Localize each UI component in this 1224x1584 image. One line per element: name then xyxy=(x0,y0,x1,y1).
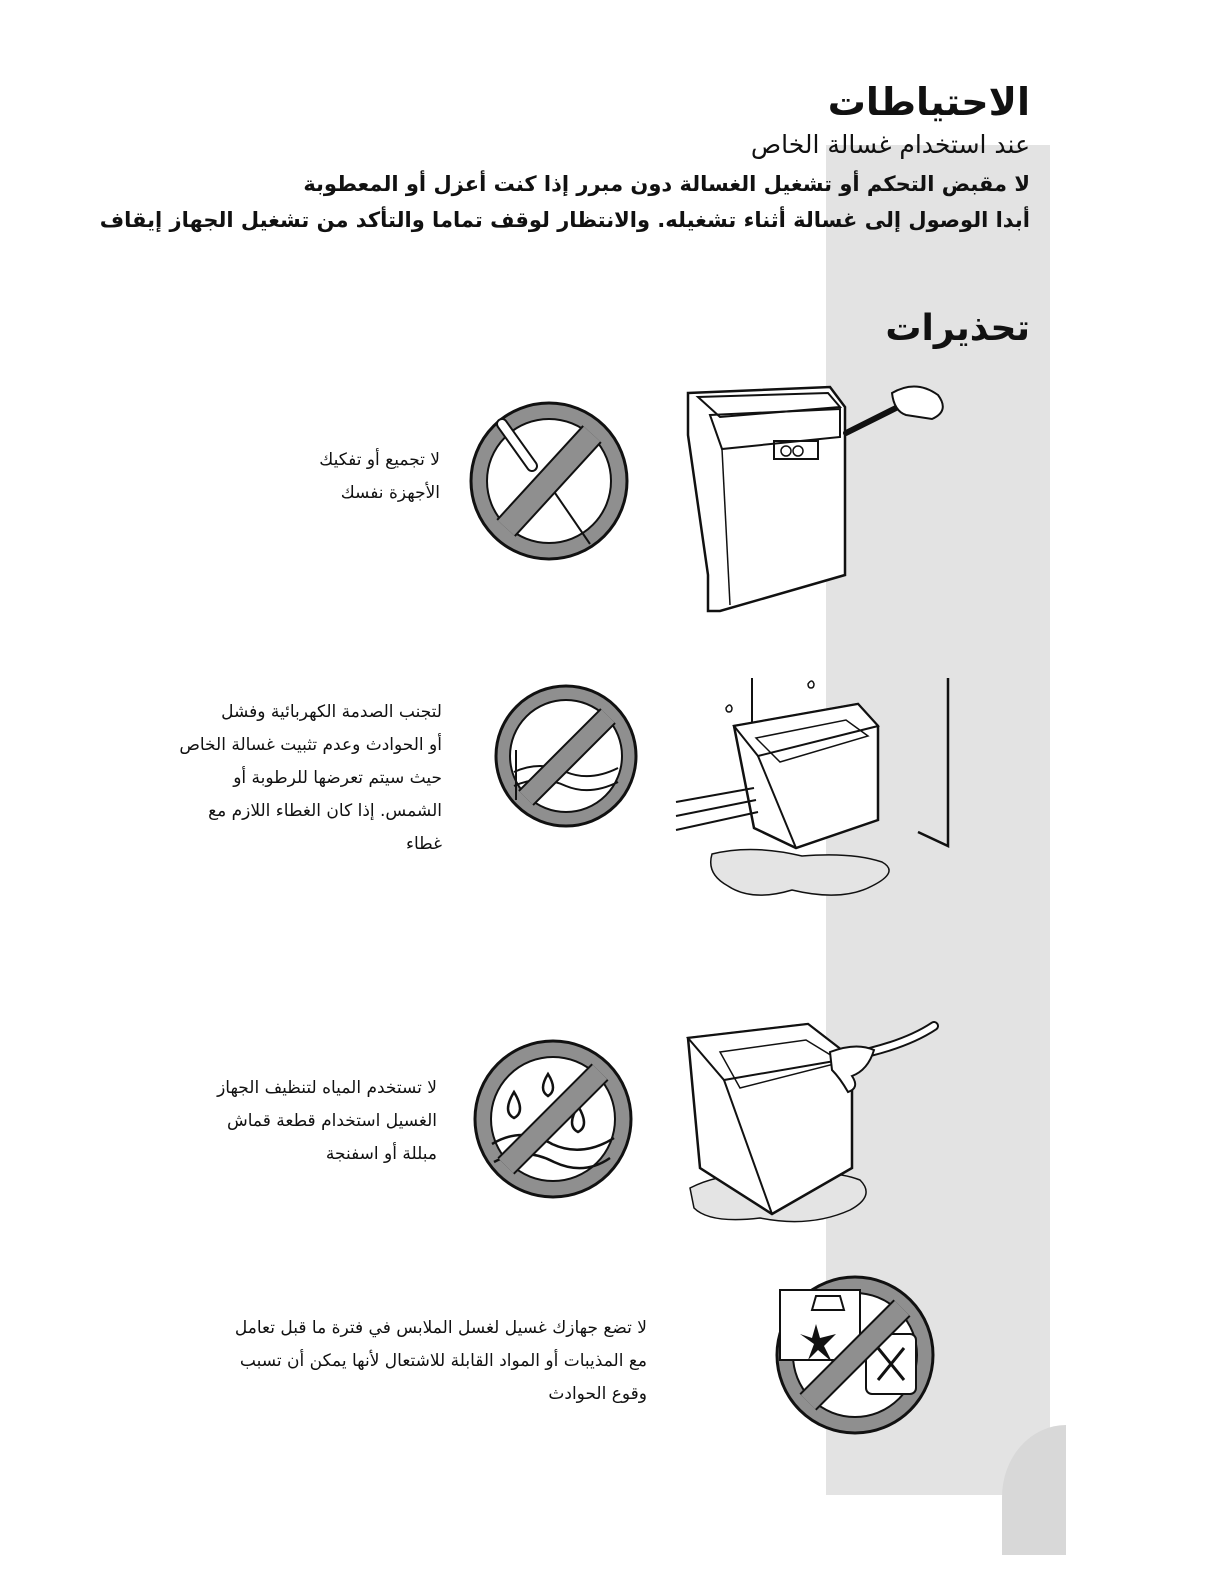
washer-hose-illustration xyxy=(680,1018,950,1238)
warning-line: لا تضع جهازك غسيل لغسل الملابس في فترة ما قبل تعامل xyxy=(234,1318,647,1338)
no-disassembly-icon xyxy=(462,394,636,568)
warning-line: حيث سيتم تعرضها للرطوبة أو xyxy=(233,768,442,788)
precaution-line: لا مقبض التحكم أو تشغيل الغسالة دون مبرر إذا كنت أعزل أو المعطوبة xyxy=(303,172,1030,196)
warning-text-flammable xyxy=(235,1312,647,1411)
precaution-line: أبدا الوصول إلى غسالة أثناء تشغيله. والانتظار لوقف تماما والتأكد من تشغيل الجهاز إيقاف xyxy=(99,208,1030,232)
warning-text-water xyxy=(217,1072,437,1171)
warning-line: لا تجميع أو تفكيك xyxy=(319,450,440,470)
warning-line: لتجنب الصدمة الكهربائية وفشل xyxy=(221,702,442,722)
no-moisture-icon xyxy=(490,680,642,832)
washer-moisture-illustration xyxy=(672,676,952,906)
precautions-paragraph xyxy=(99,166,1030,238)
warning-line: الشمس. إذا كان الغطاء اللازم مع xyxy=(208,801,442,821)
no-water-icon xyxy=(468,1034,638,1204)
warning-line: أو الحوادث وعدم تثبيت غسالة الخاص xyxy=(179,735,442,755)
washer-screwdriver-illustration xyxy=(680,375,970,615)
warning-text-disassembly xyxy=(319,444,440,510)
warning-line: مع المذيبات أو المواد القابلة للاشتعال لأنها يمكن أن تسبب xyxy=(239,1351,647,1371)
warning-line: وقوع الحوادث xyxy=(548,1384,647,1404)
warnings-title: تحذيرات xyxy=(885,308,1030,349)
no-flammable-icon xyxy=(770,1270,940,1440)
page-subtitle: عند استخدام غسالة الخاص xyxy=(750,130,1030,159)
warning-line: الغسيل استخدام قطعة قماش xyxy=(226,1111,437,1131)
warning-line: لا تستخدم المياه لتنظيف الجهاز xyxy=(217,1078,437,1098)
warning-line: مبللة أو اسفنجة xyxy=(325,1144,437,1164)
warning-line: غطاء xyxy=(405,834,442,854)
warning-line: الأجهزة نفسك xyxy=(340,483,440,503)
page-title: الاحتياطات xyxy=(827,80,1030,124)
warning-text-moisture xyxy=(179,696,442,861)
